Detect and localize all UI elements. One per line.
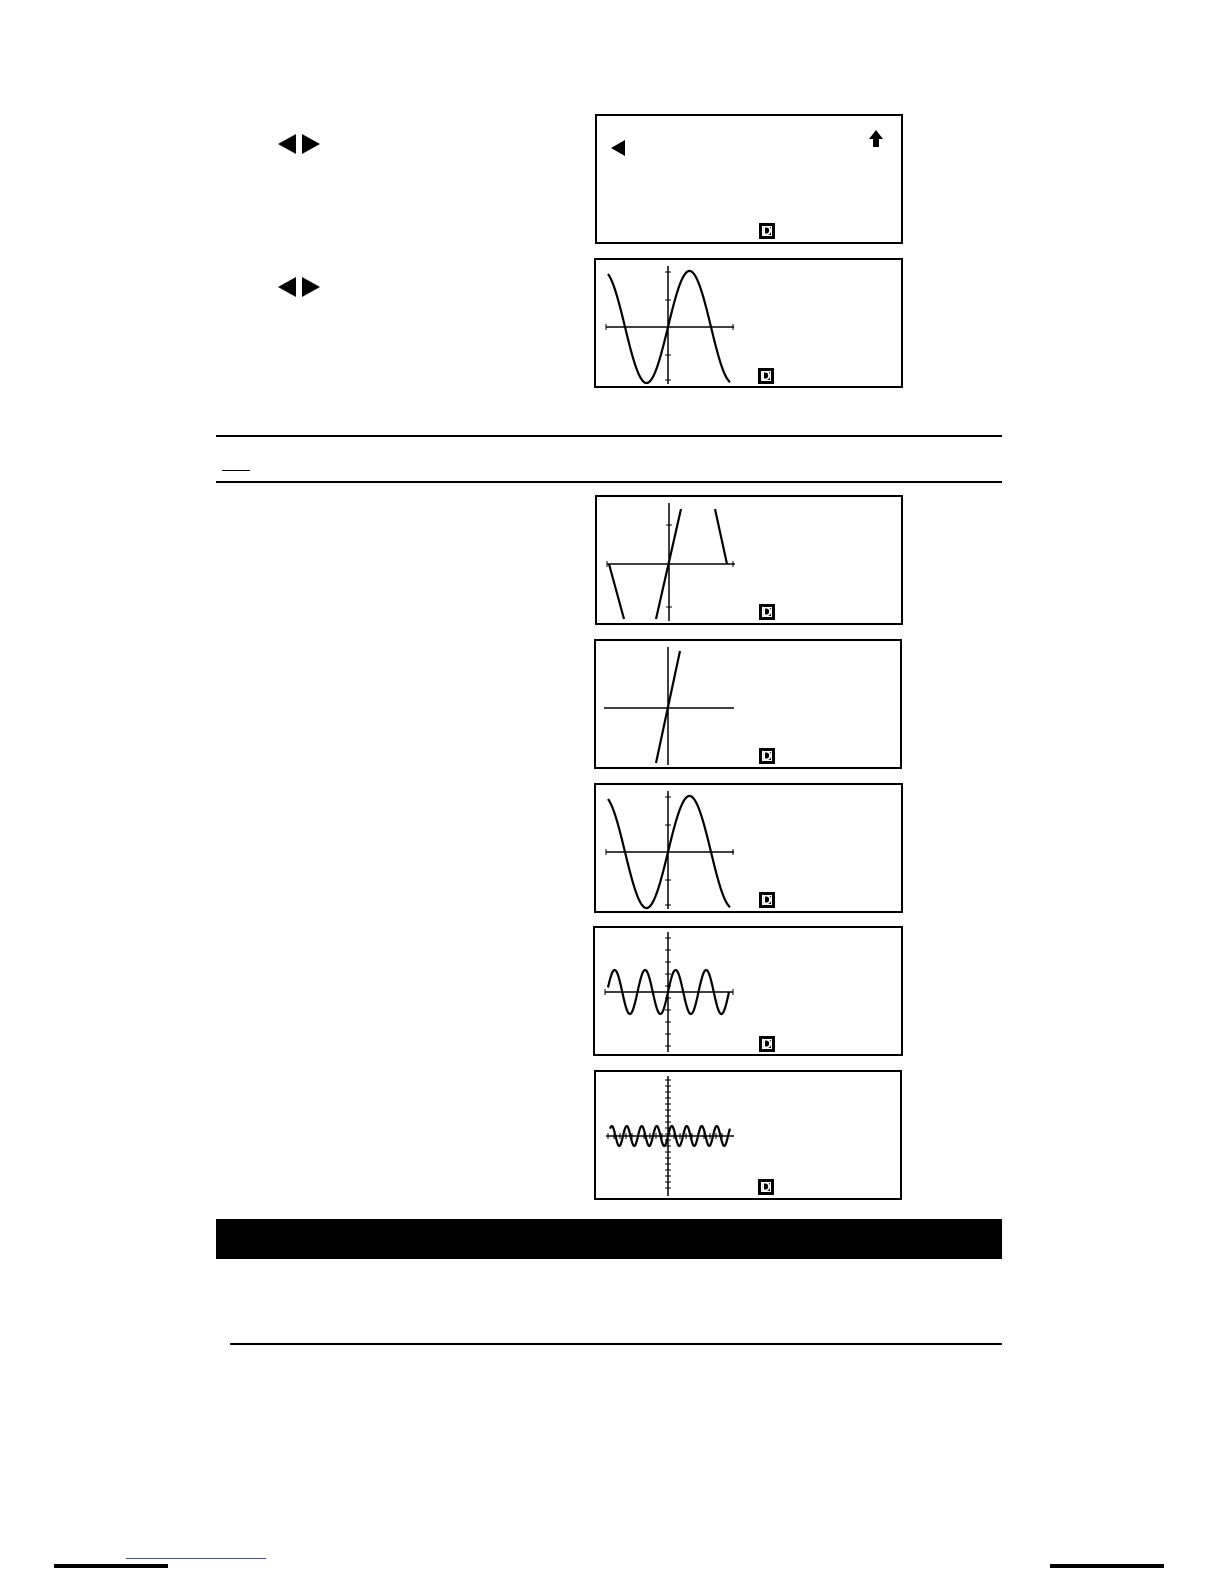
left-right-arrow-keys-icon xyxy=(278,276,322,298)
degree-indicator: D xyxy=(759,223,775,239)
tangent-graph xyxy=(597,497,901,623)
calculator-display-graph xyxy=(595,495,903,625)
calculator-display-graph xyxy=(594,639,902,769)
left-right-arrow-keys-icon xyxy=(278,133,322,155)
degree-indicator: D xyxy=(758,1179,774,1195)
degree-indicator: D xyxy=(759,604,775,620)
calculator-display-graph xyxy=(594,258,903,388)
sine-graph xyxy=(596,785,901,911)
sine-graph xyxy=(596,260,901,386)
tangent-branch xyxy=(609,564,624,619)
calculator-display-text xyxy=(595,114,903,244)
sine-multi-cycle-graph xyxy=(595,928,901,1054)
calculator-display-graph xyxy=(594,783,903,913)
calculator-display-graph xyxy=(594,1070,902,1200)
footer-mark-left xyxy=(54,1564,168,1568)
footer-link-underline xyxy=(126,1558,266,1559)
sine-high-frequency-graph xyxy=(596,1072,900,1198)
section-divider xyxy=(216,481,1002,483)
degree-indicator: D xyxy=(759,1036,775,1052)
tangent-branch xyxy=(715,509,727,564)
calculator-display-graph xyxy=(593,926,903,1056)
degree-indicator: D xyxy=(759,892,775,908)
section-divider xyxy=(216,435,1002,437)
cursor-left-icon xyxy=(597,116,901,242)
degree-indicator: D xyxy=(758,368,774,384)
footer-divider xyxy=(230,1343,1002,1345)
underline-mark xyxy=(222,470,250,471)
footer-mark-right xyxy=(1050,1564,1164,1568)
degree-indicator: D xyxy=(759,748,775,764)
section-header-bar xyxy=(216,1219,1002,1259)
steep-line-graph xyxy=(596,641,900,767)
